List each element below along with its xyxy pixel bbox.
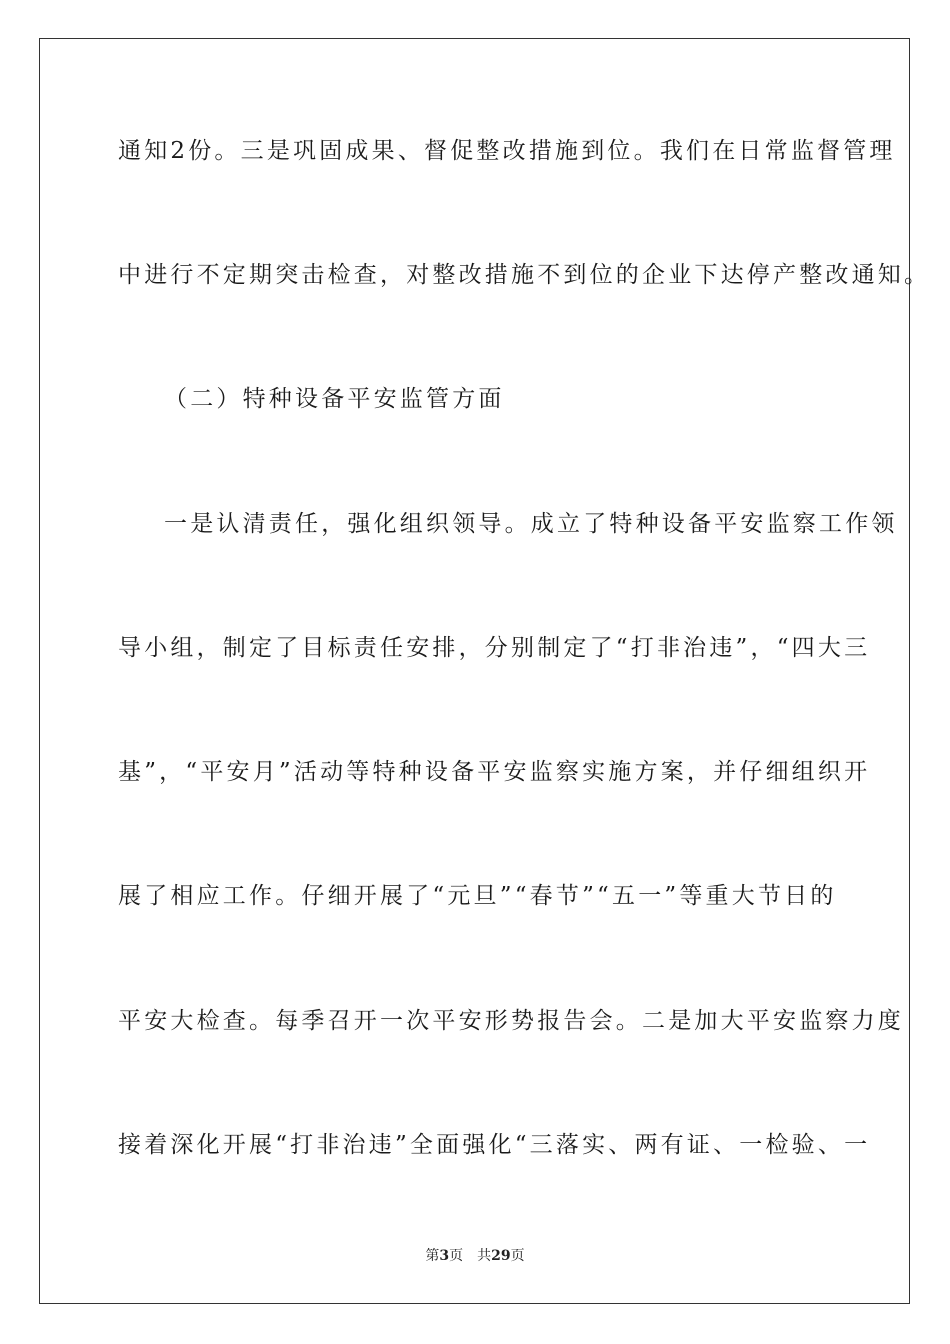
body-line-1: 通知2份。三是巩固成果、督促整改措施到位。我们在日常监督管理 xyxy=(118,138,896,164)
body-line-4: 一是认清责任，强化组织领导。成立了特种设备平安监察工作领 xyxy=(164,511,898,537)
body-line-8: 平安大检查。每季召开一次平安形势报告会。二是加大平安监察力度 xyxy=(118,1008,904,1034)
body-line-6: 基”，“平安月”活动等特种设备平安监察实施方案，并仔细组织开 xyxy=(118,759,871,785)
body-line-9: 接着深化开展“打非治违”全面强化“三落实、两有证、一检验、一 xyxy=(118,1132,871,1158)
total-suffix: 页 xyxy=(510,1248,525,1264)
total-prefix: 共 xyxy=(477,1248,492,1264)
page-footer xyxy=(0,1246,950,1266)
body-line-2: 中进行不定期突击检查，对整改措施不到位的企业下达停产整改通知。 xyxy=(118,262,931,288)
page-prefix: 第 xyxy=(425,1248,440,1264)
page-border xyxy=(39,38,910,1304)
section-heading: （二）特种设备平安监管方面 xyxy=(164,386,505,412)
page-number: 3 xyxy=(439,1248,450,1264)
total-pages: 29 xyxy=(491,1248,511,1264)
page-suffix: 页 xyxy=(449,1248,464,1264)
body-line-5: 导小组，制定了目标责任安排，分别制定了“打非治违”，“四大三 xyxy=(118,635,871,661)
body-line-7: 展了相应工作。仔细开展了“元旦”“春节”“五一”等重大节日的 xyxy=(118,883,837,909)
